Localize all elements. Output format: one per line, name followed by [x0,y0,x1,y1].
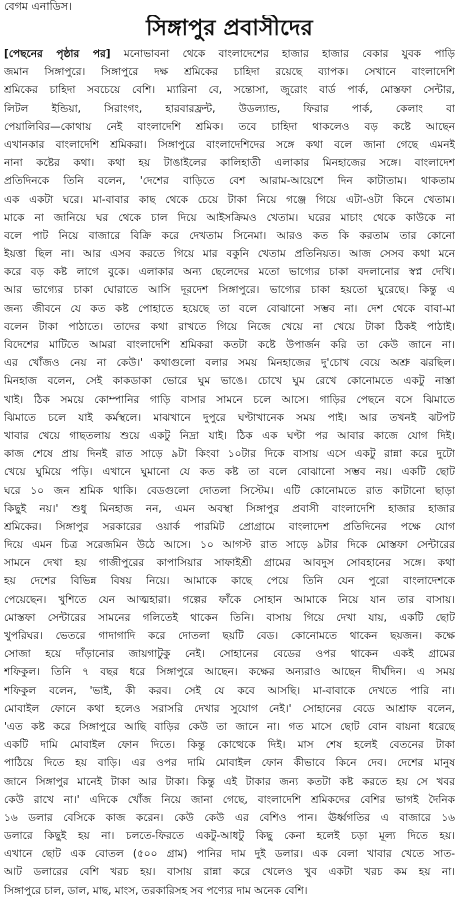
article-line [4,845,455,863]
continued-from-label: [পেছনের পৃষ্ঠার পর] [4,48,111,60]
article-line-text: পাঠিয়ে দিতে হয় বাড়ি। এর ওপর দামি মোবাইল ফোন কীভাবে কিনে দেব। দেশের মানুষ [4,757,455,770]
article-line [4,736,455,754]
article-line-text: মাকে না জানিয়ে ঘর থেকে চাল দিয়ে আইসক্রিমও খেতাম। ঘরের মাচাং থেকে কাউকে না [4,211,455,224]
article-line [4,627,455,645]
article-line-text: আর ভাগ্যের চাকা ঘোরাতে আসি দূরদেশ সিঙ্গাপুরে। ভাগ্যের চাকা হয়তো ঘুরেছে। কিন্তু এ [4,284,455,297]
article-line [4,827,455,845]
article-line [4,445,455,463]
article-line-text: বলেন টাকা পাঠাতে। তাদের কথা রাখতে গিয়ে নিজে খেয়ে না খেয়ে টাকা ঠিকই পাঠাই। [4,320,455,333]
article-line [4,45,455,63]
article-line-text: ইয়ত্তা ছিল না। আর এসব করতে গিয়ে মার বকুনি খেতাম প্রতিনিয়ত। আজ সেসব কথা মনে [4,248,455,261]
article-line-text: জমান সিঙ্গাপুরে। সিঙ্গাপুরে দক্ষ শ্রমিকের চাহিদা রয়েছে ব্যাপক। সেখানে বাংলাদেশি [4,66,455,79]
article-line-text: শফিকুল বলেন, 'ভাই, কী করব। সেই যে কবে আসছি। মা-বাবাকে দেখতে পারি না। [4,684,455,697]
article-line [4,682,455,700]
article-line [4,300,455,318]
article-line-text: পেয়ালিবির—কোথায় নেই বাংলাদেশি শ্রমিক। তবে চাহিদা থাকলেও বড় কষ্টে আছেন [4,120,455,133]
article-line-text: এখানকার বাংলাদেশি শ্রমিকরা। সিঙ্গাপুরে বাংলাদেশিদের সঙ্গে কথা বলে জানা গেছে এমনই [4,138,455,151]
article-line-text: কেউ রাখে না।' এদিকে খোঁজ নিয়ে জানা গেছে, বাংলাদেশি শ্রমিকদের বেশির ভাগই দৈনিক [4,793,455,806]
article-line-text: সোজা হয়ে দাঁড়ানোর জায়গাটুকু নেই। সোহানের বেডের ওপর থাকেন একই গ্রামের [4,648,455,661]
article-line-text: এখানে ছোট এক বোতল (৫০০ গ্রাম) পানির দাম দুই ডলার। এক বেলা খাবার খেতে সাত- [4,848,455,861]
article-body [4,45,455,900]
article-line-text: সামনে দেখা হয় গাজীপুরের কাপাসিয়ার সাফাইশ্রী গ্রামের আবদুস সোবহানের সঙ্গে। কথা [4,557,455,570]
article-line-text: ১৬ ডলার বেসিকে কাজ করেন। কেউ কেউ এর বেশিও পান। ঊর্ধ্বগতির এ বাজারে ১৬ [4,811,455,824]
article-line-text: শ্রমিকের চাহিদা সবচেয়ে বেশি। ম্যারিনা বে, সন্তোসা, জুরোং বার্ড পার্ক, মোস্তফা সেন্টার, [4,84,455,97]
article-line [4,663,455,681]
article-line [4,754,455,772]
article-line [4,81,455,99]
article-line-text: সিঙ্গাপুরে চাল, ডাল, মাছ, মাংস, তরকারিসহ সব পণ্যের দাম অনেক বেশি। [4,884,308,897]
article-line [4,700,455,718]
article-line-text: কিছুই নয়।' শুধু মিনহাজ নন, এমন অবস্থা সিঙ্গাপুর প্রবাসী বাংলাদেশি হাজার হাজার [4,502,455,515]
article-line [4,809,455,827]
article-line [4,245,455,263]
article-line-text: 'এত কষ্ট করে সিঙ্গাপুরে আছি বাড়ির কেউ তা জানে না। গত মাসে ছোট বোন বায়না ধরেছে [4,720,455,733]
article-line-text: ঘরে ১০ জন শ্রমিক থাকি। বেডগুলো দোতলা সিস্টেম। এটি কোনোমতে রাত কাটানো ছাড়া [4,484,455,497]
article-line-text: এর খোঁজও নেয় না কেউ।' কথাগুলো বলার সময় মিনহাজের দু'চোখ বেয়ে অশ্রু ঝরছিল। [4,357,455,370]
article-line [4,609,455,627]
article-line [4,645,455,663]
article-line-text: মিনহাজ বলেন, সেই কাকডাকা ভোরে ঘুম ভাঙে। চোখে ঘুম রেখে কোনোমতে একটু নাস্তা [4,375,455,388]
article-line [4,136,455,154]
article-line [4,372,455,390]
article-line [4,209,455,227]
article-line-text: বলে পাট নিয়ে বাজারে বিক্রি করে দেখতাম সিনেমা। আরও কত কি করতাম তার কোনো [4,229,455,242]
article-line-text: মোবাইল ফোনে কথা হলেও সরাসরি দেখার সুযোগ নেই।' সোহানের বেডে আশ্রাফ বলেন, [4,702,455,715]
article-line-text: জন্য জীবনে যে কত কষ্ট পোহাতে হয়েছে তা বলে বোঝানো সম্ভব না। দেশ থেকে বাবা-মা [4,302,455,315]
article-line [4,482,455,500]
article-line [4,118,455,136]
article-line [4,591,455,609]
article-line [4,227,455,245]
article-line-text: হয় দেশের বিভিন্ন বিষয় নিয়ে। আমাকে কাছে পেয়ে তিনি যেন পুরো বাংলাদেশকে [4,575,455,588]
article-line-text: ঝিমাতে চলে যাই কর্মস্থলে। মাঝখানে দুপুরে ঘণ্টাখানেক সময় পাই। আর তখনই ঝটপট [4,411,455,424]
article-line [4,718,455,736]
article-line [4,773,455,791]
article-line [4,354,455,372]
article-line-text: খাবার খেয়ে গাছতলায় শুয়ে একটু নিদ্রা যাই। ঠিক এক ঘণ্টা পর আবার কাজে যোগ দিই। [4,429,455,442]
article-line [4,391,455,409]
article-line-text: মোস্তফা সেন্টারের সামনের গলিতেই থাকেন তিনি। বাসায় গিয়ে দেখা যায়, একটি ছোট [4,611,455,624]
article-line [4,318,455,336]
article-line-text: আট ডলারের বেশি খরচ হয়। বাসায় রান্না করে খেলেও খুব একটা খরচ কম হয় না। [4,866,455,879]
article-line [4,500,455,518]
article-line-text: শ্রমিকের। সিঙ্গাপুর সরকারের ওয়ার্ক পারমিট প্রোগ্রামে বাংলাদেশ প্রতিদিনের পক্ষে যোগ [4,520,455,533]
article-line-text: কাজ শেষে প্রায় দিনই রাত সাড়ে ৯টা কিংবা ১০টার দিকে বাসায় এসে একটু রান্না করে দুটো [4,448,455,461]
article-line-text: খুপরিঘর। ভেতরে গাদাগাদি করে দোতলা ছয়টি বেড। কোনোমতে থাকেন ছয়জন। কক্ষে [4,630,455,642]
article-line [4,427,455,445]
article-line-text: বিদেশের মাটিতে আমরা বাংলাদেশি শ্রমিকরা কতটা কষ্টে উপার্জন করি তা কেউ জানে না। [4,339,455,351]
article-line-text: জানে সিঙ্গাপুর মানেই টাকা আর টাকা। কিন্তু এই টাকার জন্য কতটা কষ্ট করতে হয় সে খবর [4,775,455,788]
article-line [4,263,455,281]
article-line [4,154,455,172]
article-line-text: লিটল ইন্ডিয়া, সিরাংগং, হারবারফ্রন্ট, উডল্যান্ড, ফিরার পার্ক, কেলাং বা [4,102,455,115]
article-line [4,191,455,209]
article-line [4,554,455,572]
article-line-text: শফিকুল। তিনি ৭ বছর ধরে সিঙ্গাপুরে আছেন। কক্ষের অন্যরাও আছেন দীর্ঘদিন। এ সময় [4,666,455,679]
article-line [4,536,455,554]
article-line [4,518,455,536]
article-line-text: খেয়ে ঘুমিয়ে পড়ি। এখানে ঘুমানো যে কত কষ্ট তা বলে বোঝানো সম্ভব নয়। একটি ছোট [4,466,455,479]
article-line-text: খাই। ঠিক সময়ে কোম্পানির গাড়ি বাসার সামনে চলে আসে। গাড়ির পেছনে বসে ঝিমাতে [4,393,455,406]
article-line [4,409,455,427]
article-headline: সিঙ্গাপুর প্রবাসীদের [146,16,313,41]
previous-article-tail: বেগম এনাডিস। [4,0,72,13]
article-line [4,791,455,809]
article-line [4,863,455,881]
article-line [4,882,455,900]
article-line-text: প্রতিদিনকে তিনি বলেন, 'দেশের বাড়িতে বেশ আরাম-আয়েশে দিন কাটাতাম। থাকতাম [4,175,455,188]
article-line [4,463,455,481]
article-line [4,100,455,118]
article-line-text: পেয়েছেন। খুশিতে যেন আত্মহারা। গল্পের ফাঁকে সোহান আমাকে নিয়ে যান তার বাসায়। [4,593,455,606]
article-line-text: করে বড় কষ্ট লাগে বুকে। এলাকার অন্য ছেলেদের মতো ভাগ্যের চাকা বদলানোর স্বপ্ন দেখি। [4,266,455,279]
article-line [4,63,455,81]
article-line-text: দিয়ে এমন চিত্র সরেজমিন উঠে আসে। ১০ আগস্ট রাত সাড়ে ৯টার দিকে মোস্তফা সেন্টারের [4,539,455,552]
article-line-text: নানা কষ্টের কথা। কথা হয় টাঙাইলের কালিহাতী এলাকার মিনহাজের সঙ্গে। বাংলাদেশ [4,157,455,170]
article-line-text: ডলারে কিছুই হয় না। চলতে-ফিরতে একটু-আধটু কিছু কেনা হলেই চড়া মূল্য দিতে হয়। [4,830,455,843]
article-line [4,172,455,190]
article-line [4,281,455,299]
article-line [4,336,455,354]
article-line-text: একটি দামি মোবাইল ফোন দিতে। কিন্তু কোত্থেকে দিই। মাস শেষ হলেই বেতনের টাকা [4,739,455,752]
article-line-text: মনোভাবনা থেকে বাংলাদেশের হাজার হাজার বেকার যুবক পাড়ি [110,48,455,60]
article-line-text: এক একটা ঘরে। মা-বাবার কাছ থেকে চেয়ে টাকা নিয়ে গঞ্জে গিয়ে এটা-ওটা কিনে খেতাম। [4,193,455,206]
article-line [4,572,455,590]
